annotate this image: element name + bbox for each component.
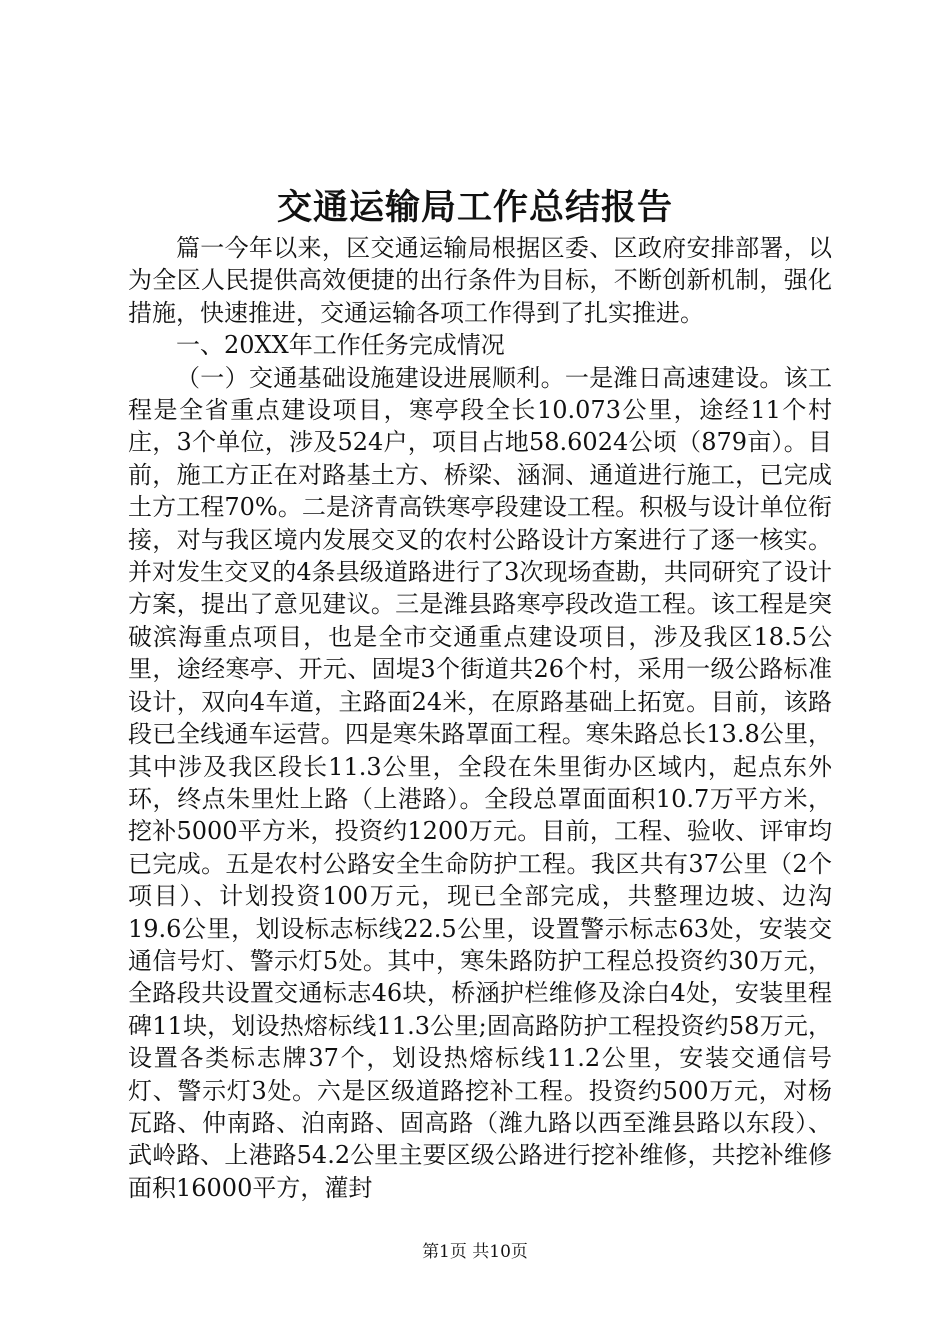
intro-paragraph: 篇一今年以来，区交通运输局根据区委、区政府安排部署，以为全区人民提供高效便捷的出行条件为目标，不断创新机制，强化措施，快速推进，交通运输各项工作得到了扎实推进。 — [128, 234, 832, 327]
page-footer: 第1页 共10页 — [422, 1242, 528, 1262]
document-body — [128, 232, 832, 1204]
body-paragraph: （一）交通基础设施建设进展顺利。一是潍日高速建设。该工程是全省重点建设项目，寒亭段全长10.073公里，途经11个村庄，3个单位，涉及524户，项目占地58.6024公顷（879亩）。目前，施工方正在对路基土方、桥梁、涵洞、通道进行施工，已完成土方工程70%。二是济青高铁寒亭段建设工程。积极与设计单位衔接，对与我区境内发展交叉的农村公路设计方案进行了逐一核实。并对发生交叉的4条县级道路进行了3次现场查勘，共同研究了设计方案，提出了意见建议。三是潍县路寒亭段改造工程。该工程是突破滨海重点项目，也是全市交通重点建设项目，涉及我区18.5公里，途经寒亭、开元、固堤3个街道共26个村，采用一级公路标准设计，双向4车道，主路面24米，在原路基础上拓宽。目前，该路段已全线通车运营。四是寒朱路罩面工程。寒朱路总长13.8公里，其中涉及我区段长11.3公里，全段在朱里街办区域内，起点东外环，终点朱里灶上路（上港路）。全段总罩面面积10.7万平方米，挖补5000平方米，投资约1200万元。目前，工程、验收、评审均已完成。五是农村公路安全生命防护工程。我区共有37公里（2个项目）、计划投资100万元，现已全部完成，共整理边坡、边沟19.6公里，划设标志标线22.5公里，设置警示标志63处，安装交通信号灯、警示灯5处。其中，寒朱路防护工程总投资约30万元，全路段共设置交通标志46块，桥涵护栏维修及涂白4处，安装里程碑11块，划设热熔标线11.3公里;固高路防护工程投资约58万元，设置各类标志牌37个，划设热熔标线11.2公里，安装交通信号灯、警示灯3处。六是区级道路挖补工程。投资约500万元，对杨瓦路、仲南路、泊南路、固高路（潍九路以西至潍县路以东段）、武岭路、上港路54.2公里主要区级公路进行挖补维修，共挖补维修面积16000平方，灌封 — [128, 363, 832, 1202]
document-title: 交通运输局工作总结报告 — [276, 188, 673, 228]
section-heading: 一、20XX年工作任务完成情况 — [176, 331, 505, 360]
